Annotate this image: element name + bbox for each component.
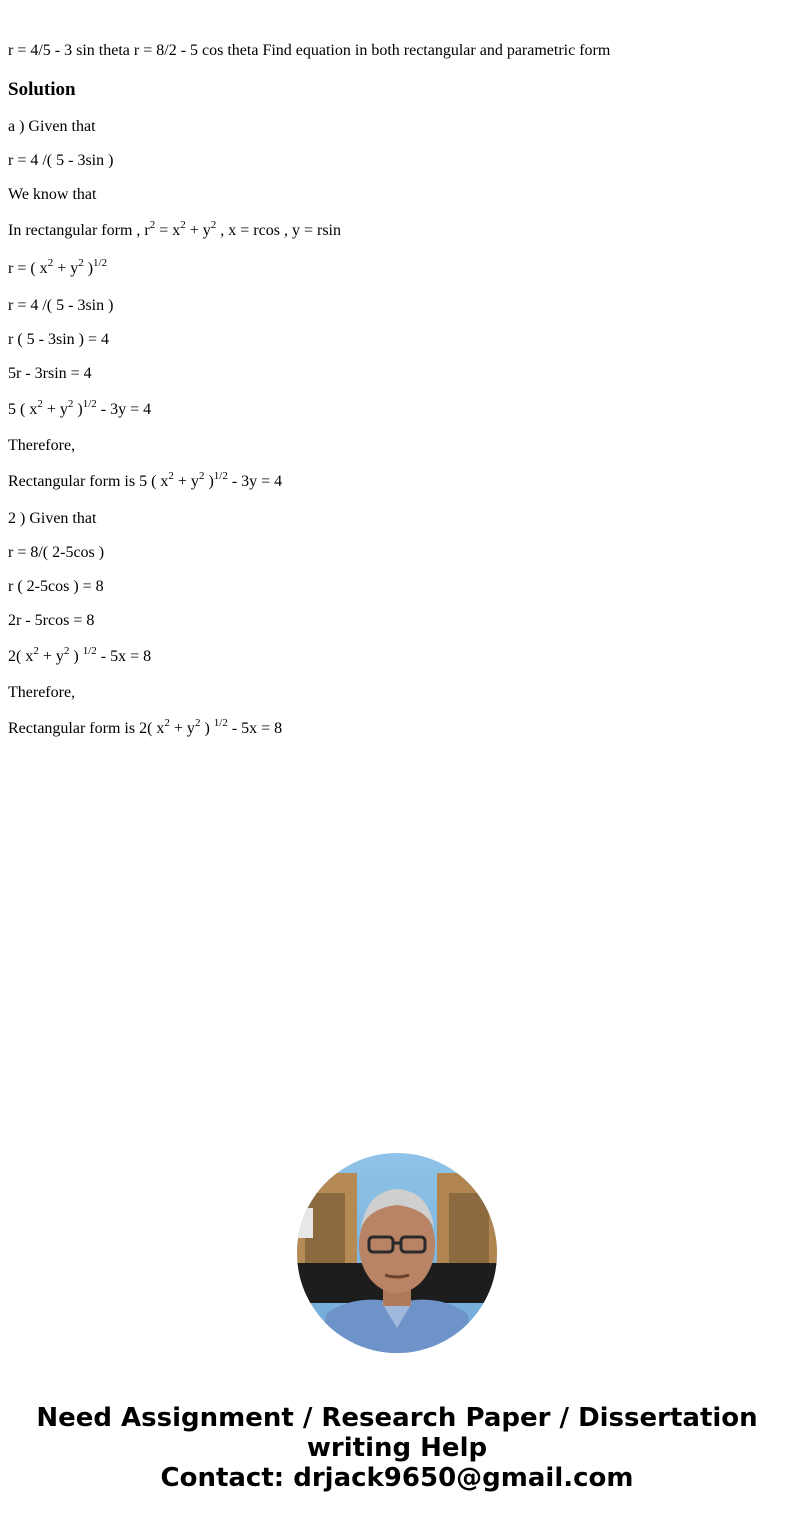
superscript: 2 xyxy=(198,469,205,482)
superscript: 1/2 xyxy=(93,256,108,269)
solution-line xyxy=(8,469,283,492)
line-text: + y xyxy=(185,222,211,239)
solution-heading: Solution xyxy=(8,79,76,100)
line-text: Therefore, xyxy=(8,437,76,454)
line-text: We know that xyxy=(8,186,97,203)
line-text: ) xyxy=(204,473,214,490)
solution-line xyxy=(8,218,341,241)
solution-line xyxy=(8,256,108,279)
line-text: + y xyxy=(173,473,199,490)
line-text: Rectangular form is 5 ( x xyxy=(8,473,169,490)
solution-line xyxy=(8,436,75,456)
line-text: - 5x = 8 xyxy=(96,648,152,665)
footer-promo xyxy=(0,1403,794,1493)
line-text: + y xyxy=(38,648,64,665)
solution-line xyxy=(8,117,96,137)
line-text: ) xyxy=(83,260,94,277)
line-text: 5 ( x xyxy=(8,401,38,418)
solution-line xyxy=(8,683,75,703)
line-text: Rectangular form is 2( x xyxy=(8,720,165,737)
superscript: 2 xyxy=(33,644,39,657)
superscript: 2 xyxy=(37,397,43,410)
line-text: + y xyxy=(53,260,79,277)
solution-line xyxy=(8,330,109,350)
superscript: 1/2 xyxy=(82,397,97,410)
footer-line-1: Need Assignment / Research Paper / Dissertation xyxy=(36,1403,758,1433)
line-text: r = 8/( 2-5cos ) xyxy=(8,544,105,561)
solution-line xyxy=(8,543,104,563)
solution-line xyxy=(8,185,96,205)
solution-line xyxy=(8,364,92,384)
solution-line xyxy=(8,644,152,667)
line-text: 2r - 5rcos = 8 xyxy=(8,612,95,629)
superscript: 2 xyxy=(149,218,156,231)
superscript: 2 xyxy=(63,644,70,657)
line-text: r ( 2-5cos ) = 8 xyxy=(8,578,104,595)
superscript: 2 xyxy=(194,716,201,729)
line-text: ) xyxy=(200,720,214,737)
superscript: 1/2 xyxy=(213,716,228,729)
line-text: , x = rcos , y = rsin xyxy=(216,222,341,239)
line-text: - 3y = 4 xyxy=(227,473,283,490)
superscript: 2 xyxy=(210,218,217,231)
superscript: 2 xyxy=(47,256,54,269)
line-text: ) xyxy=(69,648,83,665)
line-text: - 5x = 8 xyxy=(227,720,283,737)
line-text: r ( 5 - 3sin ) = 4 xyxy=(8,331,110,348)
solution-line xyxy=(8,509,96,529)
line-text: + y xyxy=(169,720,195,737)
line-text: = x xyxy=(155,222,181,239)
superscript: 2 xyxy=(164,716,170,729)
line-text: r = 4 /( 5 - 3sin ) xyxy=(8,297,114,314)
superscript: 1/2 xyxy=(82,644,97,657)
line-text: + y xyxy=(42,401,68,418)
line-text: In rectangular form , r xyxy=(8,222,150,239)
superscript: 1/2 xyxy=(213,469,228,482)
solution-line xyxy=(8,577,104,597)
line-text: ) xyxy=(73,401,83,418)
line-text: a ) Given that xyxy=(8,118,96,135)
line-text: r = ( x xyxy=(8,260,48,277)
line-text: Therefore, xyxy=(8,684,76,701)
line-text: 2 ) Given that xyxy=(8,510,97,527)
line-text: 5r - 3rsin = 4 xyxy=(8,365,92,382)
solution-line xyxy=(8,296,113,316)
solution-line xyxy=(8,397,152,420)
solution-line xyxy=(8,611,94,631)
author-photo-svg xyxy=(297,1153,497,1353)
superscript: 2 xyxy=(67,397,74,410)
question-text: r = 4/5 - 3 sin theta r = 8/2 - 5 cos theta Find equation in both rectangular and parametric form xyxy=(8,42,611,59)
superscript: 2 xyxy=(180,218,186,231)
superscript: 2 xyxy=(168,469,174,482)
line-text: - 3y = 4 xyxy=(96,401,152,418)
line-text: 2( x xyxy=(8,648,34,665)
line-text: r = 4 /( 5 - 3sin ) xyxy=(8,152,114,169)
author-photo xyxy=(297,1153,497,1353)
solution-line xyxy=(8,716,283,739)
footer-line-2: writing Help xyxy=(306,1433,488,1463)
superscript: 2 xyxy=(78,256,84,269)
footer-line-3: Contact: drjack9650@gmail.com xyxy=(160,1463,634,1493)
solution-line xyxy=(8,151,113,171)
